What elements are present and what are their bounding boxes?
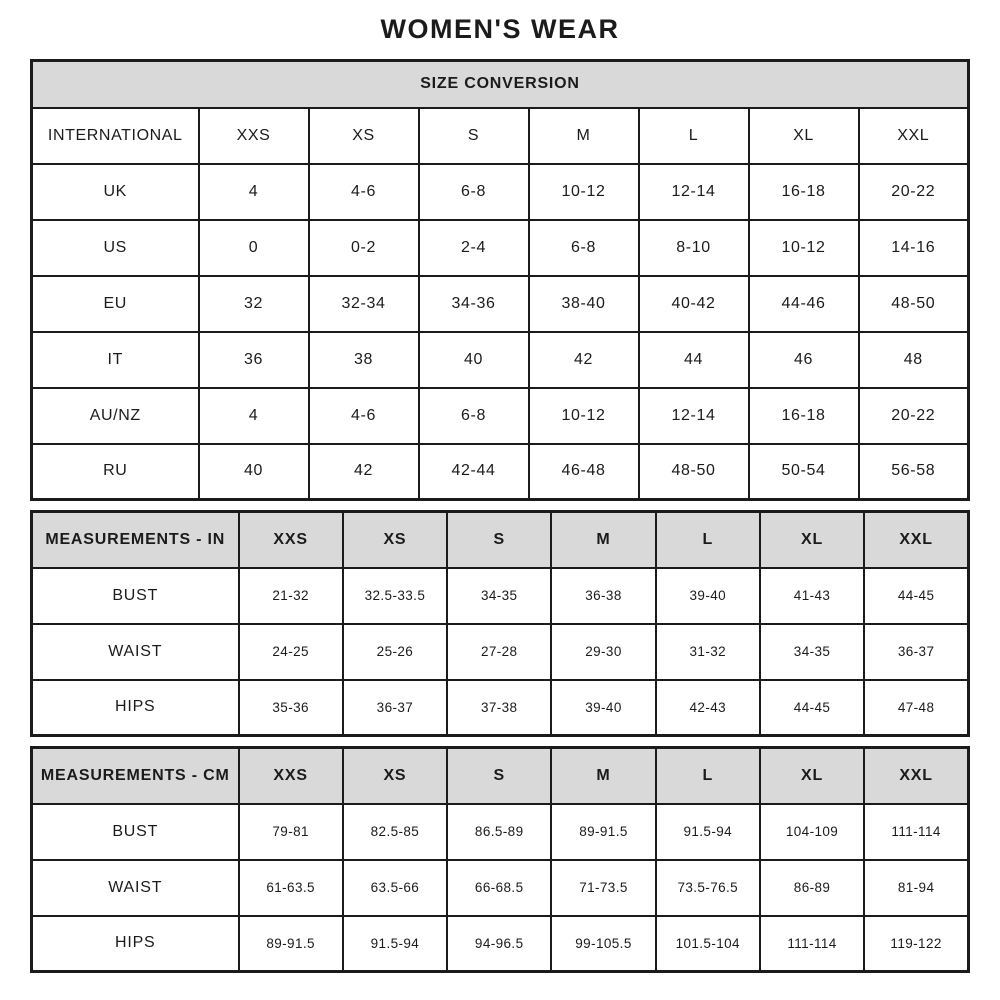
value-cell: 10-12 (749, 220, 859, 276)
table-row (32, 624, 969, 680)
value-cell: 25-26 (343, 624, 447, 680)
table-row (32, 568, 969, 624)
value-cell: 34-36 (419, 276, 529, 332)
value-cell: 40 (419, 332, 529, 388)
column-header-size: XXL (864, 748, 968, 804)
table-row (32, 860, 969, 916)
column-header-size: XXL (864, 512, 968, 568)
value-cell: 36-37 (864, 624, 968, 680)
value-cell: 6-8 (529, 220, 639, 276)
column-header-row (32, 748, 969, 804)
value-cell: 79-81 (239, 804, 343, 860)
value-cell: 34-35 (760, 624, 864, 680)
row-label: IT (32, 332, 199, 388)
value-cell: 89-91.5 (551, 804, 655, 860)
value-cell: 14-16 (859, 220, 969, 276)
value-cell: 39-40 (551, 680, 655, 736)
column-header-size: M (529, 108, 639, 164)
value-cell: 36-37 (343, 680, 447, 736)
value-cell: 36-38 (551, 568, 655, 624)
column-header-size: XXS (239, 748, 343, 804)
column-header-size: S (419, 108, 529, 164)
row-label: AU/NZ (32, 388, 199, 444)
row-label: EU (32, 276, 199, 332)
column-header-size: XL (760, 512, 864, 568)
value-cell: 46 (749, 332, 859, 388)
row-label: UK (32, 164, 199, 220)
value-cell: 94-96.5 (447, 916, 551, 972)
column-header-size: XXL (859, 108, 969, 164)
row-label: HIPS (32, 916, 239, 972)
column-header-label: MEASUREMENTS - CM (32, 748, 239, 804)
value-cell: 111-114 (760, 916, 864, 972)
value-cell: 39-40 (656, 568, 760, 624)
table-band-title: SIZE CONVERSION (32, 61, 969, 108)
value-cell: 63.5-66 (343, 860, 447, 916)
value-cell: 91.5-94 (343, 916, 447, 972)
value-cell: 38-40 (529, 276, 639, 332)
value-cell: 24-25 (239, 624, 343, 680)
value-cell: 37-38 (447, 680, 551, 736)
table-row (32, 680, 969, 736)
value-cell: 44-45 (760, 680, 864, 736)
value-cell: 12-14 (639, 388, 749, 444)
value-cell: 12-14 (639, 164, 749, 220)
value-cell: 10-12 (529, 164, 639, 220)
value-cell: 10-12 (529, 388, 639, 444)
value-cell: 89-91.5 (239, 916, 343, 972)
value-cell: 66-68.5 (447, 860, 551, 916)
value-cell: 111-114 (864, 804, 968, 860)
value-cell: 48-50 (639, 444, 749, 500)
value-cell: 41-43 (760, 568, 864, 624)
value-cell: 32-34 (309, 276, 419, 332)
row-label: US (32, 220, 199, 276)
value-cell: 61-63.5 (239, 860, 343, 916)
value-cell: 48-50 (859, 276, 969, 332)
column-header-label: MEASUREMENTS - IN (32, 512, 239, 568)
column-header-row (32, 512, 969, 568)
value-cell: 32 (199, 276, 309, 332)
value-cell: 91.5-94 (656, 804, 760, 860)
row-label: BUST (32, 568, 239, 624)
value-cell: 4-6 (309, 388, 419, 444)
value-cell: 104-109 (760, 804, 864, 860)
value-cell: 47-48 (864, 680, 968, 736)
column-header-size: XXS (239, 512, 343, 568)
value-cell: 2-4 (419, 220, 529, 276)
value-cell: 71-73.5 (551, 860, 655, 916)
value-cell: 119-122 (864, 916, 968, 972)
table-band-row (32, 61, 969, 108)
value-cell: 44 (639, 332, 749, 388)
column-header-size: S (447, 512, 551, 568)
row-label: WAIST (32, 624, 239, 680)
value-cell: 16-18 (749, 164, 859, 220)
measurements-in-table (30, 510, 970, 737)
value-cell: 44-45 (864, 568, 968, 624)
value-cell: 42 (309, 444, 419, 500)
value-cell: 36 (199, 332, 309, 388)
value-cell: 35-36 (239, 680, 343, 736)
value-cell: 0 (199, 220, 309, 276)
value-cell: 16-18 (749, 388, 859, 444)
row-label: HIPS (32, 680, 239, 736)
column-header-size: L (656, 748, 760, 804)
value-cell: 101.5-104 (656, 916, 760, 972)
value-cell: 40-42 (639, 276, 749, 332)
column-header-size: XL (760, 748, 864, 804)
value-cell: 20-22 (859, 388, 969, 444)
page-title: WOMEN'S WEAR (380, 14, 620, 44)
value-cell: 86.5-89 (447, 804, 551, 860)
column-header-size: XS (309, 108, 419, 164)
column-header-size: M (551, 512, 655, 568)
column-header-size: XS (343, 748, 447, 804)
table-row (32, 916, 969, 972)
value-cell: 86-89 (760, 860, 864, 916)
column-header-size: XS (343, 512, 447, 568)
row-label: BUST (32, 804, 239, 860)
value-cell: 44-46 (749, 276, 859, 332)
column-header-size: L (656, 512, 760, 568)
column-header-size: S (447, 748, 551, 804)
value-cell: 20-22 (859, 164, 969, 220)
value-cell: 0-2 (309, 220, 419, 276)
value-cell: 4-6 (309, 164, 419, 220)
value-cell: 40 (199, 444, 309, 500)
value-cell: 99-105.5 (551, 916, 655, 972)
value-cell: 29-30 (551, 624, 655, 680)
value-cell: 42-44 (419, 444, 529, 500)
column-header-size: XXS (199, 108, 309, 164)
column-header-row (32, 108, 969, 164)
value-cell: 31-32 (656, 624, 760, 680)
table-row (32, 220, 969, 276)
value-cell: 42-43 (656, 680, 760, 736)
column-header-size: XL (749, 108, 859, 164)
value-cell: 21-32 (239, 568, 343, 624)
value-cell: 38 (309, 332, 419, 388)
table-row (32, 444, 969, 500)
value-cell: 48 (859, 332, 969, 388)
column-header-size: M (551, 748, 655, 804)
value-cell: 50-54 (749, 444, 859, 500)
table-row (32, 804, 969, 860)
value-cell: 82.5-85 (343, 804, 447, 860)
size-conversion-table (30, 59, 970, 501)
value-cell: 6-8 (419, 388, 529, 444)
table-row (32, 332, 969, 388)
value-cell: 6-8 (419, 164, 529, 220)
value-cell: 46-48 (529, 444, 639, 500)
value-cell: 42 (529, 332, 639, 388)
value-cell: 73.5-76.5 (656, 860, 760, 916)
value-cell: 8-10 (639, 220, 749, 276)
value-cell: 27-28 (447, 624, 551, 680)
value-cell: 81-94 (864, 860, 968, 916)
value-cell: 4 (199, 164, 309, 220)
value-cell: 56-58 (859, 444, 969, 500)
value-cell: 32.5-33.5 (343, 568, 447, 624)
table-row (32, 276, 969, 332)
row-label: WAIST (32, 860, 239, 916)
column-header-label: INTERNATIONAL (32, 108, 199, 164)
value-cell: 34-35 (447, 568, 551, 624)
table-row (32, 164, 969, 220)
value-cell: 4 (199, 388, 309, 444)
table-row (32, 388, 969, 444)
column-header-size: L (639, 108, 749, 164)
measurements-cm-table (30, 746, 970, 973)
row-label: RU (32, 444, 199, 500)
